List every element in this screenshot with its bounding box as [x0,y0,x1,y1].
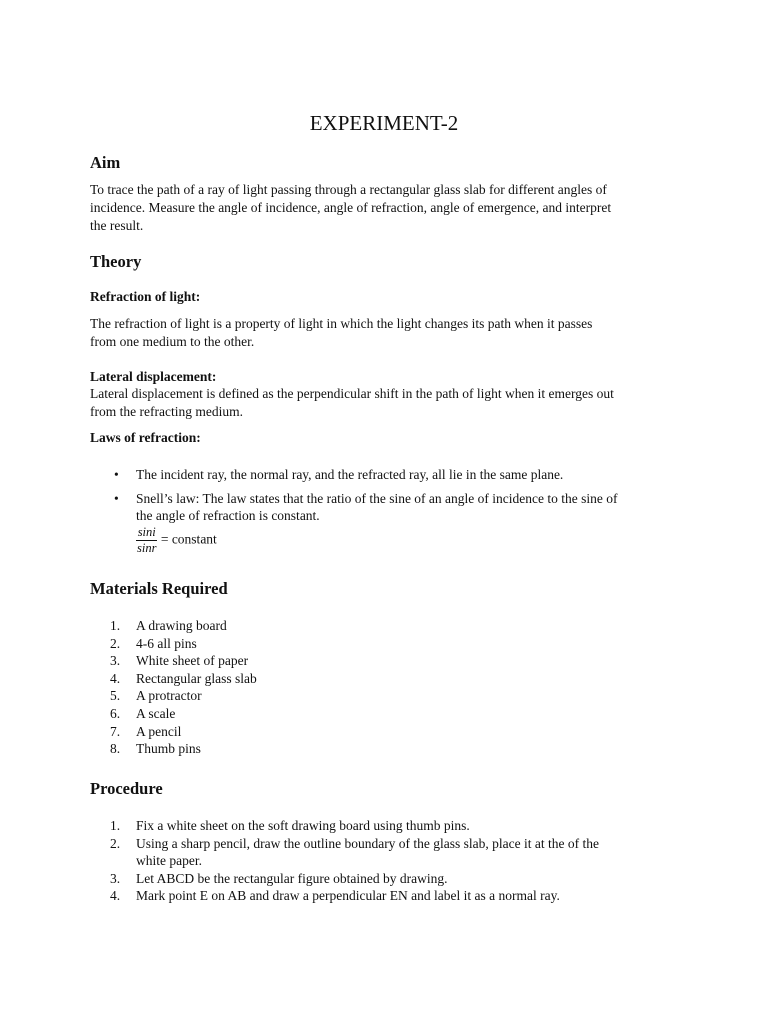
list-number: 8. [110,741,121,757]
theory-heading: Theory [90,252,142,271]
law-text: the angle of refraction is constant. [136,508,320,524]
refraction-line: from one medium to the other. [90,334,255,349]
list-item [90,740,690,758]
law-text: The incident ray, the normal ray, and the refracted ray, all lie in the same plane. [136,467,564,482]
formula-denominator: sinr [137,540,157,555]
list-number: 7. [110,723,121,739]
list-number: 6. [110,705,121,721]
list-item [90,887,690,905]
aim-paragraph [90,181,680,235]
material-text: 4-6 all pins [136,635,197,651]
step-text: white paper. [136,853,202,869]
formula-rhs: = constant [160,531,217,547]
refraction-paragraph [90,315,680,351]
list-number: 2. [110,835,121,851]
list-item [90,670,690,688]
step-text: Using a sharp pencil, draw the outline boundary of the glass slab, place it at the of the [136,835,599,851]
lateral-line: from the refracting medium. [90,404,243,419]
aim-heading: Aim [90,153,121,172]
snell-formula [136,525,690,556]
lateral-paragraph [90,385,680,421]
list-item [90,652,690,670]
aim-line: incidence. Measure the angle of incidence, angle of refraction, angle of emergence, and interpret [90,200,612,215]
list-item [90,687,690,705]
material-text: Thumb pins [136,741,201,757]
materials-list [90,617,690,758]
list-item [90,835,690,870]
procedure-list [90,817,690,905]
bullet-marker: • [114,490,119,506]
list-item [90,705,690,723]
list-number: 3. [110,870,121,886]
list-number: 2. [110,635,121,651]
list-item [90,723,690,741]
material-text: A scale [136,705,176,721]
formula-fraction [136,525,157,556]
refraction-heading: Refraction of light: [90,289,201,304]
list-number: 5. [110,688,121,704]
step-text: Mark point E on AB and draw a perpendicular EN and label it as a normal ray. [136,888,560,904]
step-text: Let ABCD be the rectangular figure obtained by drawing. [136,870,448,886]
bullet-marker: • [114,467,119,482]
procedure-heading: Procedure [90,779,163,798]
aim-line: To trace the path of a ray of light passing through a rectangular glass slab for different angles of [90,182,607,197]
list-number: 1. [110,618,121,633]
refraction-line: The refraction of light is a property of light in which the light changes its path when it passes [90,316,593,331]
list-number: 3. [110,653,121,669]
laws-list [90,466,690,556]
material-text: Rectangular glass slab [136,670,257,686]
lateral-line: Lateral displacement is defined as the perpendicular shift in the path of light when it emerges out [90,386,614,401]
page-title: EXPERIMENT-2 [309,111,459,135]
laws-heading: Laws of refraction: [90,430,201,445]
formula-numerator: sini [137,524,156,539]
list-item [90,466,690,484]
lateral-heading: Lateral displacement: [90,369,217,384]
law-text: Snell’s law: The law states that the ratio of the sine of an angle of incidence to the sine of [136,490,618,506]
material-text: A pencil [136,723,182,739]
aim-line: the result. [90,218,144,233]
list-item [90,617,690,635]
materials-heading: Materials Required [90,579,228,598]
material-text: White sheet of paper [136,653,249,669]
list-number: 4. [110,670,121,686]
list-number: 4. [110,888,121,904]
material-text: A drawing board [136,618,227,633]
step-text: Fix a white sheet on the soft drawing board using thumb pins. [136,818,470,833]
list-item [90,817,690,835]
list-number: 1. [110,818,121,833]
list-item [90,635,690,653]
list-item [90,490,690,556]
material-text: A protractor [136,688,202,704]
list-item [90,870,690,888]
